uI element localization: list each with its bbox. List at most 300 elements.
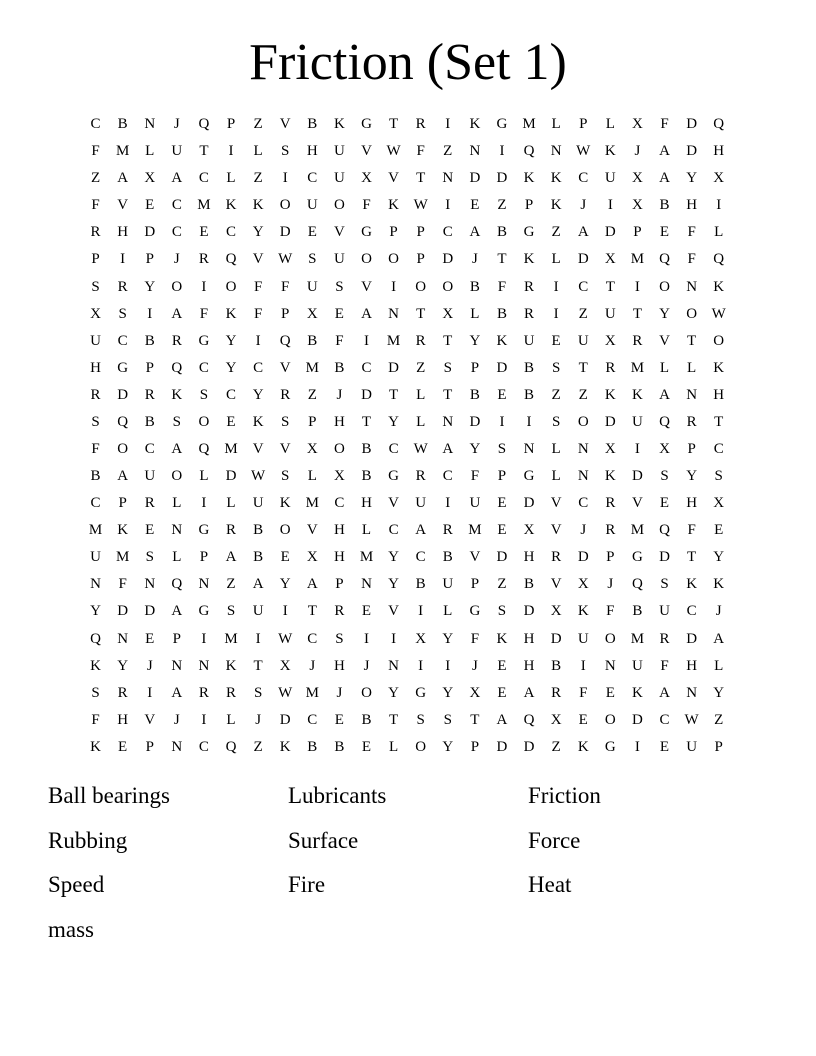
grid-cell: Y <box>144 278 156 295</box>
grid-cell: R <box>605 359 616 376</box>
grid-cell: C <box>713 440 724 457</box>
word-list-item: mass <box>48 916 94 942</box>
grid-cell: O <box>604 711 616 728</box>
grid-cell: V <box>388 603 399 620</box>
grid-cell: K <box>632 684 643 701</box>
grid-cell: F <box>91 143 100 160</box>
grid-cell: U <box>442 576 454 593</box>
grid-cell: A <box>252 576 264 593</box>
grid-cell: S <box>172 413 181 430</box>
grid-cell: W <box>278 684 293 701</box>
grid-cell: M <box>359 549 374 566</box>
grid-cell: K <box>388 197 399 214</box>
grid-cell: F <box>416 143 425 160</box>
grid-cell: I <box>445 116 451 133</box>
grid-cell: Z <box>578 305 588 322</box>
grid-cell: I <box>445 495 451 512</box>
grid-cell: F <box>687 224 696 241</box>
grid-cell: X <box>469 684 481 701</box>
grid-cell: V <box>550 495 562 512</box>
grid-cell: L <box>226 711 236 728</box>
grid-cell: I <box>147 305 153 322</box>
grid-cell: Z <box>253 738 263 755</box>
grid-cell: A <box>171 684 183 701</box>
grid-cell: L <box>172 495 182 512</box>
grid-cell: V <box>550 576 562 593</box>
grid-cell: A <box>171 305 183 322</box>
grid-cell: F <box>606 603 615 620</box>
grid-cell: D <box>144 603 156 620</box>
grid-cell: E <box>605 684 615 701</box>
grid-cell: C <box>361 359 372 376</box>
grid-cell: N <box>577 440 589 457</box>
grid-cell: D <box>496 738 508 755</box>
grid-cell: K <box>252 197 264 214</box>
grid-cell: N <box>144 116 156 133</box>
grid-cell: O <box>333 197 345 214</box>
grid-cell: Q <box>523 143 535 160</box>
grid-cell: J <box>309 657 316 674</box>
word-list-item: Ball bearings <box>48 783 170 808</box>
grid-cell: Q <box>632 576 643 593</box>
grid-cell: O <box>415 738 427 755</box>
grid-cell: L <box>307 468 317 485</box>
grid-cell: S <box>91 278 100 295</box>
grid-cell: D <box>577 549 589 566</box>
grid-cell: B <box>361 440 372 457</box>
grid-cell: I <box>499 413 505 430</box>
grid-cell: S <box>253 684 263 701</box>
grid-cell: G <box>469 603 481 620</box>
grid-cell: H <box>523 549 535 566</box>
grid-cell: P <box>633 224 642 241</box>
grid-cell: P <box>389 224 398 241</box>
grid-cell: A <box>659 386 670 403</box>
grid-cell: R <box>198 684 209 701</box>
grid-cell: R <box>117 684 128 701</box>
grid-cell: X <box>306 440 318 457</box>
grid-cell: C <box>144 440 155 457</box>
grid-cell: C <box>171 224 182 241</box>
grid-cell: D <box>279 711 291 728</box>
grid-cell: R <box>90 224 101 241</box>
word-list-item: Speed <box>48 872 105 897</box>
grid-cell: K <box>90 738 101 755</box>
grid-cell: T <box>714 413 724 430</box>
grid-cell: H <box>90 359 101 376</box>
grid-cell: S <box>497 603 507 620</box>
grid-cell: O <box>388 251 399 268</box>
grid-cell: K <box>225 657 237 674</box>
grid-cell: D <box>442 251 454 268</box>
grid-cell: B <box>334 738 345 755</box>
grid-cell: K <box>550 170 562 187</box>
grid-cell: J <box>363 657 370 674</box>
grid-cell: F <box>199 305 209 322</box>
grid-cell: Y <box>388 576 399 593</box>
grid-cell: H <box>361 495 372 512</box>
grid-cell: V <box>333 224 345 241</box>
grid-cell: W <box>386 143 401 160</box>
grid-cell: B <box>307 332 318 349</box>
grid-cell: O <box>361 684 372 701</box>
grid-cell: M <box>522 116 536 133</box>
grid-cell: J <box>607 576 614 593</box>
grid-cell: C <box>226 386 237 403</box>
grid-cell: G <box>604 738 616 755</box>
grid-cell: K <box>171 386 183 403</box>
grid-cell: K <box>279 495 291 512</box>
grid-cell: L <box>199 468 209 485</box>
grid-cell: M <box>305 359 319 376</box>
grid-cell: F <box>335 332 344 349</box>
grid-cell: W <box>278 251 293 268</box>
grid-cell: H <box>686 495 698 512</box>
grid-cell: D <box>361 386 372 403</box>
grid-cell: V <box>279 440 291 457</box>
grid-cell: L <box>470 305 480 322</box>
grid-cell: K <box>117 522 129 539</box>
word-list-item: Rubbing <box>48 827 128 853</box>
grid-cell: K <box>496 630 508 647</box>
grid-cell: U <box>577 332 589 349</box>
grid-cell: I <box>201 711 207 728</box>
grid-cell: D <box>388 359 399 376</box>
grid-cell: R <box>415 116 426 133</box>
grid-cell: B <box>334 359 345 376</box>
grid-cell: Q <box>659 413 670 430</box>
grid-cell: N <box>117 630 129 647</box>
grid-cell: B <box>469 386 480 403</box>
grid-cell: D <box>632 468 643 485</box>
word-list <box>48 779 768 957</box>
grid-cell: V <box>388 170 399 187</box>
grid-cell: H <box>523 630 535 647</box>
grid-cell: Z <box>551 386 561 403</box>
grid-cell: V <box>361 143 372 160</box>
grid-cell: E <box>470 197 480 214</box>
grid-cell: D <box>604 224 616 241</box>
grid-cell: W <box>251 468 266 485</box>
grid-cell: U <box>632 413 643 430</box>
grid-cell: R <box>198 251 209 268</box>
grid-cell: F <box>118 576 127 593</box>
grid-cell: D <box>496 170 508 187</box>
grid-cell: Y <box>686 468 698 485</box>
grid-cell: Q <box>171 576 183 593</box>
grid-cell: N <box>198 657 210 674</box>
grid-cell: E <box>145 522 155 539</box>
grid-cell: I <box>634 278 640 295</box>
grid-cell: Z <box>551 224 561 241</box>
grid-cell: K <box>523 170 535 187</box>
grid-cell: L <box>714 657 724 674</box>
grid-cell: N <box>604 657 616 674</box>
grid-cell: R <box>334 603 345 620</box>
grid-cell: B <box>307 738 318 755</box>
grid-cell: N <box>550 143 562 160</box>
grid-cell: J <box>173 251 180 268</box>
grid-cell: X <box>333 468 345 485</box>
grid-cell: X <box>632 170 643 187</box>
grid-cell: Q <box>198 116 210 133</box>
grid-cell: X <box>90 305 101 322</box>
grid-cell: P <box>145 359 154 376</box>
grid-cell: S <box>443 711 452 728</box>
grid-cell: P <box>606 549 615 566</box>
grid-cell: L <box>687 359 697 376</box>
grid-cell: A <box>659 684 670 701</box>
grid-cell: W <box>413 440 428 457</box>
grid-cell: E <box>497 522 507 539</box>
grid-cell: U <box>252 495 264 512</box>
grid-cell: S <box>416 711 425 728</box>
grid-cell: T <box>199 143 209 160</box>
grid-cell: B <box>253 549 264 566</box>
grid-cell: D <box>225 468 237 485</box>
grid-cell: R <box>442 522 453 539</box>
grid-cell: D <box>686 630 698 647</box>
grid-cell: O <box>198 413 210 430</box>
grid-cell: V <box>306 522 318 539</box>
grid-cell: D <box>469 170 481 187</box>
grid-cell: H <box>333 413 345 430</box>
grid-cell: J <box>336 386 343 403</box>
grid-cell: B <box>659 197 670 214</box>
grid-cell: C <box>90 495 101 512</box>
grid-cell: O <box>117 440 129 457</box>
grid-cell: P <box>335 576 344 593</box>
grid-cell: N <box>198 576 210 593</box>
grid-cell: W <box>684 711 699 728</box>
grid-cell: I <box>418 603 424 620</box>
grid-cell: F <box>91 440 100 457</box>
grid-cell: S <box>281 143 290 160</box>
grid-cell: D <box>659 549 670 566</box>
grid-cell: N <box>686 278 698 295</box>
grid-cell: R <box>551 549 562 566</box>
grid-cell: E <box>659 224 670 241</box>
grid-cell: X <box>604 251 616 268</box>
grid-cell: P <box>281 305 290 322</box>
grid-cell: T <box>388 711 399 728</box>
grid-cell: X <box>604 440 616 457</box>
grid-cell: R <box>415 332 426 349</box>
grid-cell: E <box>497 495 507 512</box>
grid-cell: U <box>306 278 318 295</box>
grid-cell: Y <box>388 549 399 566</box>
grid-cell: R <box>524 278 535 295</box>
grid-cell: F <box>253 278 263 295</box>
grid-cell: N <box>686 684 698 701</box>
grid-cell: T <box>687 549 697 566</box>
grid-cell: S <box>714 468 723 485</box>
grid-cell: K <box>713 359 725 376</box>
grid-cell: N <box>144 576 156 593</box>
grid-cell: M <box>630 359 645 376</box>
grid-cell: I <box>580 657 586 674</box>
grid-cell: E <box>361 603 372 620</box>
grid-cell: I <box>391 278 397 295</box>
grid-cell: I <box>363 630 369 647</box>
grid-cell: G <box>198 603 210 620</box>
grid-cell: Q <box>659 251 670 268</box>
grid-cell: C <box>334 495 345 512</box>
page-title: Friction (Set 1) <box>249 34 567 91</box>
grid-cell: A <box>171 603 183 620</box>
grid-cell: D <box>144 224 156 241</box>
grid-cell: F <box>470 630 480 647</box>
grid-cell: L <box>145 143 155 160</box>
grid-cell: R <box>686 413 697 430</box>
grid-cell: P <box>416 251 425 268</box>
grid-cell: V <box>144 711 156 728</box>
grid-cell: B <box>144 413 155 430</box>
grid-cell: C <box>226 224 237 241</box>
grid-cell: U <box>90 332 101 349</box>
grid-cell: I <box>418 657 424 674</box>
grid-cell: R <box>171 332 182 349</box>
grid-cell: S <box>281 468 290 485</box>
grid-cell: G <box>388 468 399 485</box>
grid-cell: C <box>307 170 318 187</box>
grid-cell: A <box>361 305 372 322</box>
grid-cell: V <box>550 522 562 539</box>
grid-cell: E <box>497 386 507 403</box>
grid-cell: Y <box>252 386 264 403</box>
grid-cell: S <box>281 413 290 430</box>
grid-cell: L <box>388 738 399 755</box>
grid-cell: B <box>496 224 507 241</box>
grid-cell: E <box>497 657 507 674</box>
grid-cell: R <box>659 630 670 647</box>
grid-cell: U <box>469 495 481 512</box>
grid-cell: D <box>604 413 616 430</box>
grid-cell: X <box>361 170 372 187</box>
grid-cell: D <box>686 143 698 160</box>
grid-cell: P <box>714 738 723 755</box>
word-list-item: Lubricants <box>288 783 387 808</box>
grid-cell: C <box>442 468 453 485</box>
grid-cell: Q <box>90 630 101 647</box>
grid-cell: Y <box>713 684 725 701</box>
grid-cell: O <box>415 278 427 295</box>
grid-cell: T <box>307 603 317 620</box>
grid-cell: H <box>117 711 129 728</box>
grid-cell: S <box>308 251 317 268</box>
grid-cell: Y <box>659 305 670 322</box>
grid-cell: O <box>171 468 183 485</box>
grid-cell: C <box>659 711 670 728</box>
grid-cell: B <box>90 468 101 485</box>
grid-cell: D <box>632 711 643 728</box>
grid-cell: A <box>496 711 508 728</box>
grid-cell: I <box>499 143 505 160</box>
grid-cell: A <box>713 630 725 647</box>
grid-cell: F <box>281 278 290 295</box>
grid-cell: R <box>605 522 616 539</box>
grid-cell: H <box>713 386 725 403</box>
word-list-item: Friction <box>528 783 601 808</box>
grid-cell: Y <box>442 738 454 755</box>
grid-cell: Z <box>253 116 263 133</box>
grid-cell: J <box>471 657 478 674</box>
grid-cell: U <box>577 630 589 647</box>
grid-cell: Y <box>388 413 399 430</box>
grid-cell: I <box>445 657 451 674</box>
grid-cell: K <box>604 468 616 485</box>
grid-cell: E <box>551 332 561 349</box>
grid-cell: R <box>226 522 237 539</box>
grid-cell: Q <box>713 251 725 268</box>
grid-cell: N <box>388 305 399 322</box>
grid-cell: R <box>551 684 562 701</box>
grid-cell: Z <box>551 738 561 755</box>
grid-cell: U <box>90 549 101 566</box>
grid-cell: T <box>416 305 426 322</box>
grid-cell: C <box>578 170 589 187</box>
grid-cell: H <box>306 143 318 160</box>
grid-cell: U <box>632 657 643 674</box>
grid-cell: A <box>117 170 129 187</box>
grid-cell: C <box>442 224 453 241</box>
grid-cell: E <box>334 711 344 728</box>
grid-cell: M <box>468 522 482 539</box>
grid-cell: F <box>470 468 480 485</box>
grid-cell: U <box>415 495 427 512</box>
grid-cell: D <box>686 116 698 133</box>
grid-cell: N <box>171 738 183 755</box>
grid-cell: K <box>604 143 616 160</box>
grid-cell: F <box>660 657 669 674</box>
grid-cell: N <box>686 386 698 403</box>
grid-cell: U <box>252 603 264 620</box>
grid-cell: W <box>711 305 726 322</box>
grid-cell: Y <box>442 630 454 647</box>
grid-cell: L <box>416 413 426 430</box>
grid-cell: Q <box>659 522 670 539</box>
grid-cell: C <box>171 197 182 214</box>
grid-cell: K <box>713 576 725 593</box>
grid-cell: T <box>443 386 453 403</box>
grid-cell: Z <box>90 170 101 187</box>
grid-cell: I <box>553 305 559 322</box>
grid-cell: I <box>526 413 532 430</box>
grid-cell: D <box>550 630 562 647</box>
grid-cell: P <box>91 251 100 268</box>
grid-cell: P <box>497 468 507 485</box>
grid-cell: X <box>604 332 616 349</box>
grid-cell: Y <box>469 440 481 457</box>
grid-cell: O <box>577 413 589 430</box>
grid-cell: Y <box>442 684 454 701</box>
grid-cell: L <box>551 251 561 268</box>
grid-cell: Y <box>686 170 698 187</box>
grid-cell: H <box>713 143 725 160</box>
grid-cell: M <box>115 143 130 160</box>
grid-cell: E <box>145 630 155 647</box>
grid-cell: S <box>443 359 452 376</box>
grid-cell: V <box>279 116 291 133</box>
grid-cell: Z <box>253 170 263 187</box>
grid-cell: A <box>469 224 481 241</box>
grid-cell: C <box>198 738 209 755</box>
grid-cell: F <box>579 684 588 701</box>
grid-cell: S <box>335 278 344 295</box>
grid-cell: P <box>470 738 480 755</box>
grid-cell: Z <box>497 576 507 593</box>
grid-cell: E <box>659 495 670 512</box>
